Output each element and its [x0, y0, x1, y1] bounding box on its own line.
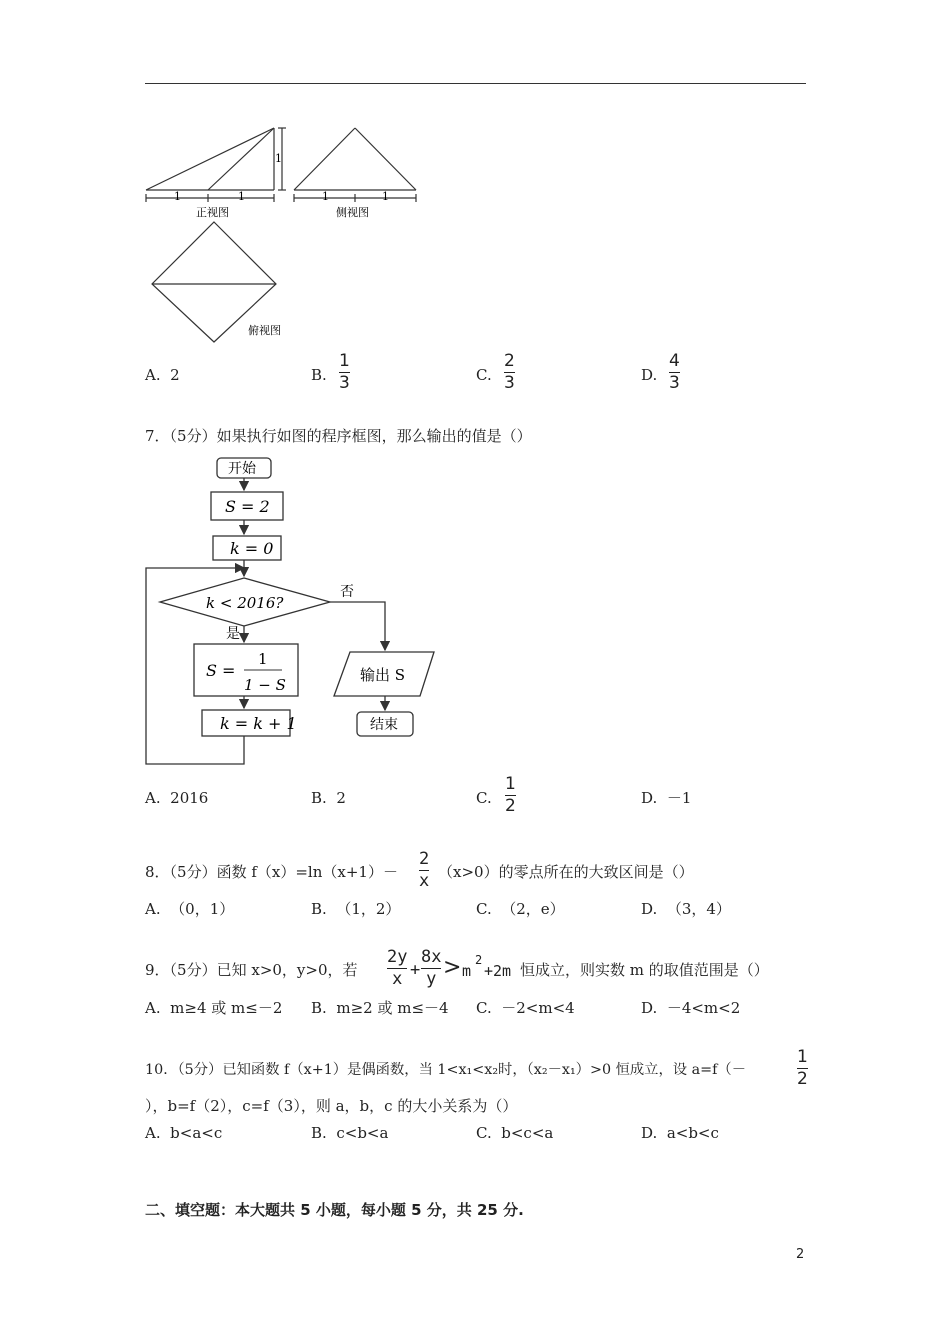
denominator: 3 [669, 373, 680, 393]
option-letter: C. [476, 999, 492, 1017]
q7-option-c-fraction [505, 775, 516, 816]
numerator: 1 [339, 351, 350, 371]
flow-k-init-text: k = 0 [230, 539, 274, 558]
q6-option-d-fraction [669, 352, 680, 393]
denominator: x [392, 969, 403, 989]
option-letter: C. [476, 900, 492, 918]
option-letter: A. [145, 366, 161, 384]
option-letter: A. [145, 789, 161, 807]
page-number: 2 [796, 1247, 805, 1262]
q8-option-b [311, 899, 400, 919]
option-letter: B. [311, 789, 327, 807]
flow-end-text: 结束 [370, 717, 398, 733]
q9-plus: + [410, 960, 421, 980]
flow-assign-lhs: S = [206, 661, 236, 680]
side-view-drawing [294, 128, 416, 202]
numerator: 1 [797, 1047, 808, 1067]
q9-gt: > [443, 955, 462, 980]
flow-s-init-text: S = 2 [225, 497, 270, 516]
denominator: y [426, 969, 437, 989]
q7-option-c-letter: C. [476, 789, 492, 807]
q9-m: m [462, 962, 472, 980]
denominator: 3 [339, 373, 350, 393]
q9-fraction-1 [387, 948, 407, 989]
option-value: 2 [170, 366, 180, 384]
numerator: 8x [421, 947, 442, 967]
q6-option-b-fraction [339, 352, 350, 393]
option-value: －2<m<4 [501, 999, 575, 1017]
flow-no-label: 否 [340, 584, 354, 600]
side-tick-1: 1 [322, 190, 329, 203]
q8-option-c [476, 899, 565, 919]
q8-option-d [641, 899, 731, 919]
front-view-drawing [146, 128, 286, 202]
q10-stem-line1: 10．（5分）已知函数 f（x+1）是偶函数，当 1<x₁<x₂时，（x₂－x₁）>0 恒成立，设 a=f（－ [145, 1062, 747, 1078]
flowchart [140, 452, 450, 772]
q9-tail: +2m [484, 962, 512, 980]
q10-option-b [311, 1123, 388, 1143]
option-letter: C. [476, 1124, 492, 1142]
option-letter: A. [145, 999, 161, 1017]
flow-assign-num: 1 [258, 650, 268, 668]
option-letter: D. [641, 999, 658, 1017]
option-value: c<b<a [336, 1124, 389, 1142]
q9-option-d [641, 998, 740, 1018]
option-letter: A. [145, 1124, 161, 1142]
q9-option-c [476, 998, 575, 1018]
option-value: m≥2 或 m≤－4 [336, 999, 449, 1017]
denominator: 2 [797, 1069, 808, 1089]
q10-fraction [797, 1048, 808, 1089]
header-rule [145, 83, 806, 84]
q8-fraction [419, 850, 429, 891]
option-value: b<c<a [501, 1124, 554, 1142]
denominator: x [419, 871, 430, 891]
flow-condition-text: k < 2016? [206, 594, 284, 612]
flow-assign-den: 1 − S [244, 676, 286, 694]
q6-option-c-letter: C. [476, 366, 492, 384]
q9-stem-a: 9．（5分）已知 x>0，y>0，若 [145, 961, 358, 979]
denominator: 3 [504, 373, 515, 393]
option-letter: D. [641, 1124, 658, 1142]
q10-option-d [641, 1123, 719, 1143]
q9-option-b [311, 998, 449, 1018]
flow-incr-text: k = k + 1 [220, 714, 297, 733]
top-view-label: 俯视图 [248, 324, 281, 337]
q7-stem: 7．（5分）如果执行如图的程序框图，那么输出的值是（） [145, 427, 532, 445]
front-view-label: 正视图 [196, 206, 229, 219]
option-value: （1，2） [336, 900, 401, 918]
option-value: 2016 [170, 789, 209, 807]
option-value: a<b<c [666, 1124, 719, 1142]
front-height: 1 [275, 152, 282, 165]
flow-output-text: 输出 S [360, 666, 406, 684]
q6-option-b-letter: B. [311, 366, 327, 384]
option-letter: D. [641, 900, 658, 918]
numerator: 2 [419, 849, 430, 869]
option-value: －4<m<2 [666, 999, 741, 1017]
q8-option-a [145, 899, 234, 919]
q10-option-c [476, 1123, 553, 1143]
q10-stem-line2: ），b=f（2），c=f（3），则 a，b，c 的大小关系为（） [145, 1097, 518, 1115]
q9-stem-b: 恒成立，则实数 m 的取值范围是（） [520, 961, 769, 979]
front-tick-1: 1 [174, 190, 181, 203]
option-letter: D. [641, 789, 658, 807]
front-tick-2: 1 [238, 190, 245, 203]
q8-stem-b: （x>0）的零点所在的大致区间是（） [438, 863, 694, 881]
option-value: 2 [336, 789, 346, 807]
q6-option-c-fraction [504, 352, 515, 393]
q9-fraction-2 [421, 948, 441, 989]
denominator: 2 [505, 796, 516, 816]
numerator: 4 [669, 351, 680, 371]
option-value: （3，4） [666, 900, 731, 918]
numerator: 2y [387, 947, 408, 967]
option-letter: A. [145, 900, 161, 918]
flow-start-text: 开始 [228, 461, 256, 477]
q6-option-d-letter: D. [641, 366, 658, 384]
side-view-label: 侧视图 [336, 206, 369, 219]
side-tick-2: 1 [382, 190, 389, 203]
option-value: m≥4 或 m≤－2 [170, 999, 283, 1017]
numerator: 1 [505, 774, 516, 794]
q9-option-a [145, 998, 282, 1018]
option-letter: B. [311, 1124, 327, 1142]
option-letter: B. [311, 900, 327, 918]
q10-option-a [145, 1123, 222, 1143]
q9-superscript: 2 [475, 953, 483, 967]
option-value: b<a<c [170, 1124, 223, 1142]
q7-option-d [641, 788, 691, 808]
three-view-figure [140, 120, 430, 350]
option-value: （2，e） [501, 900, 565, 918]
flow-yes-label: 是 [226, 626, 240, 642]
option-value: －1 [666, 789, 692, 807]
option-letter: B. [311, 999, 327, 1017]
option-value: （0，1） [170, 900, 235, 918]
q8-stem-a: 8．（5分）函数 f（x）=ln（x+1）－ [145, 863, 398, 881]
q6-option-a [145, 365, 180, 385]
numerator: 2 [504, 351, 515, 371]
q7-option-b [311, 788, 346, 808]
section-heading: 二、填空题：本大题共 5 小题，每小题 5 分，共 25 分. [145, 1201, 524, 1219]
q7-option-a [145, 788, 208, 808]
